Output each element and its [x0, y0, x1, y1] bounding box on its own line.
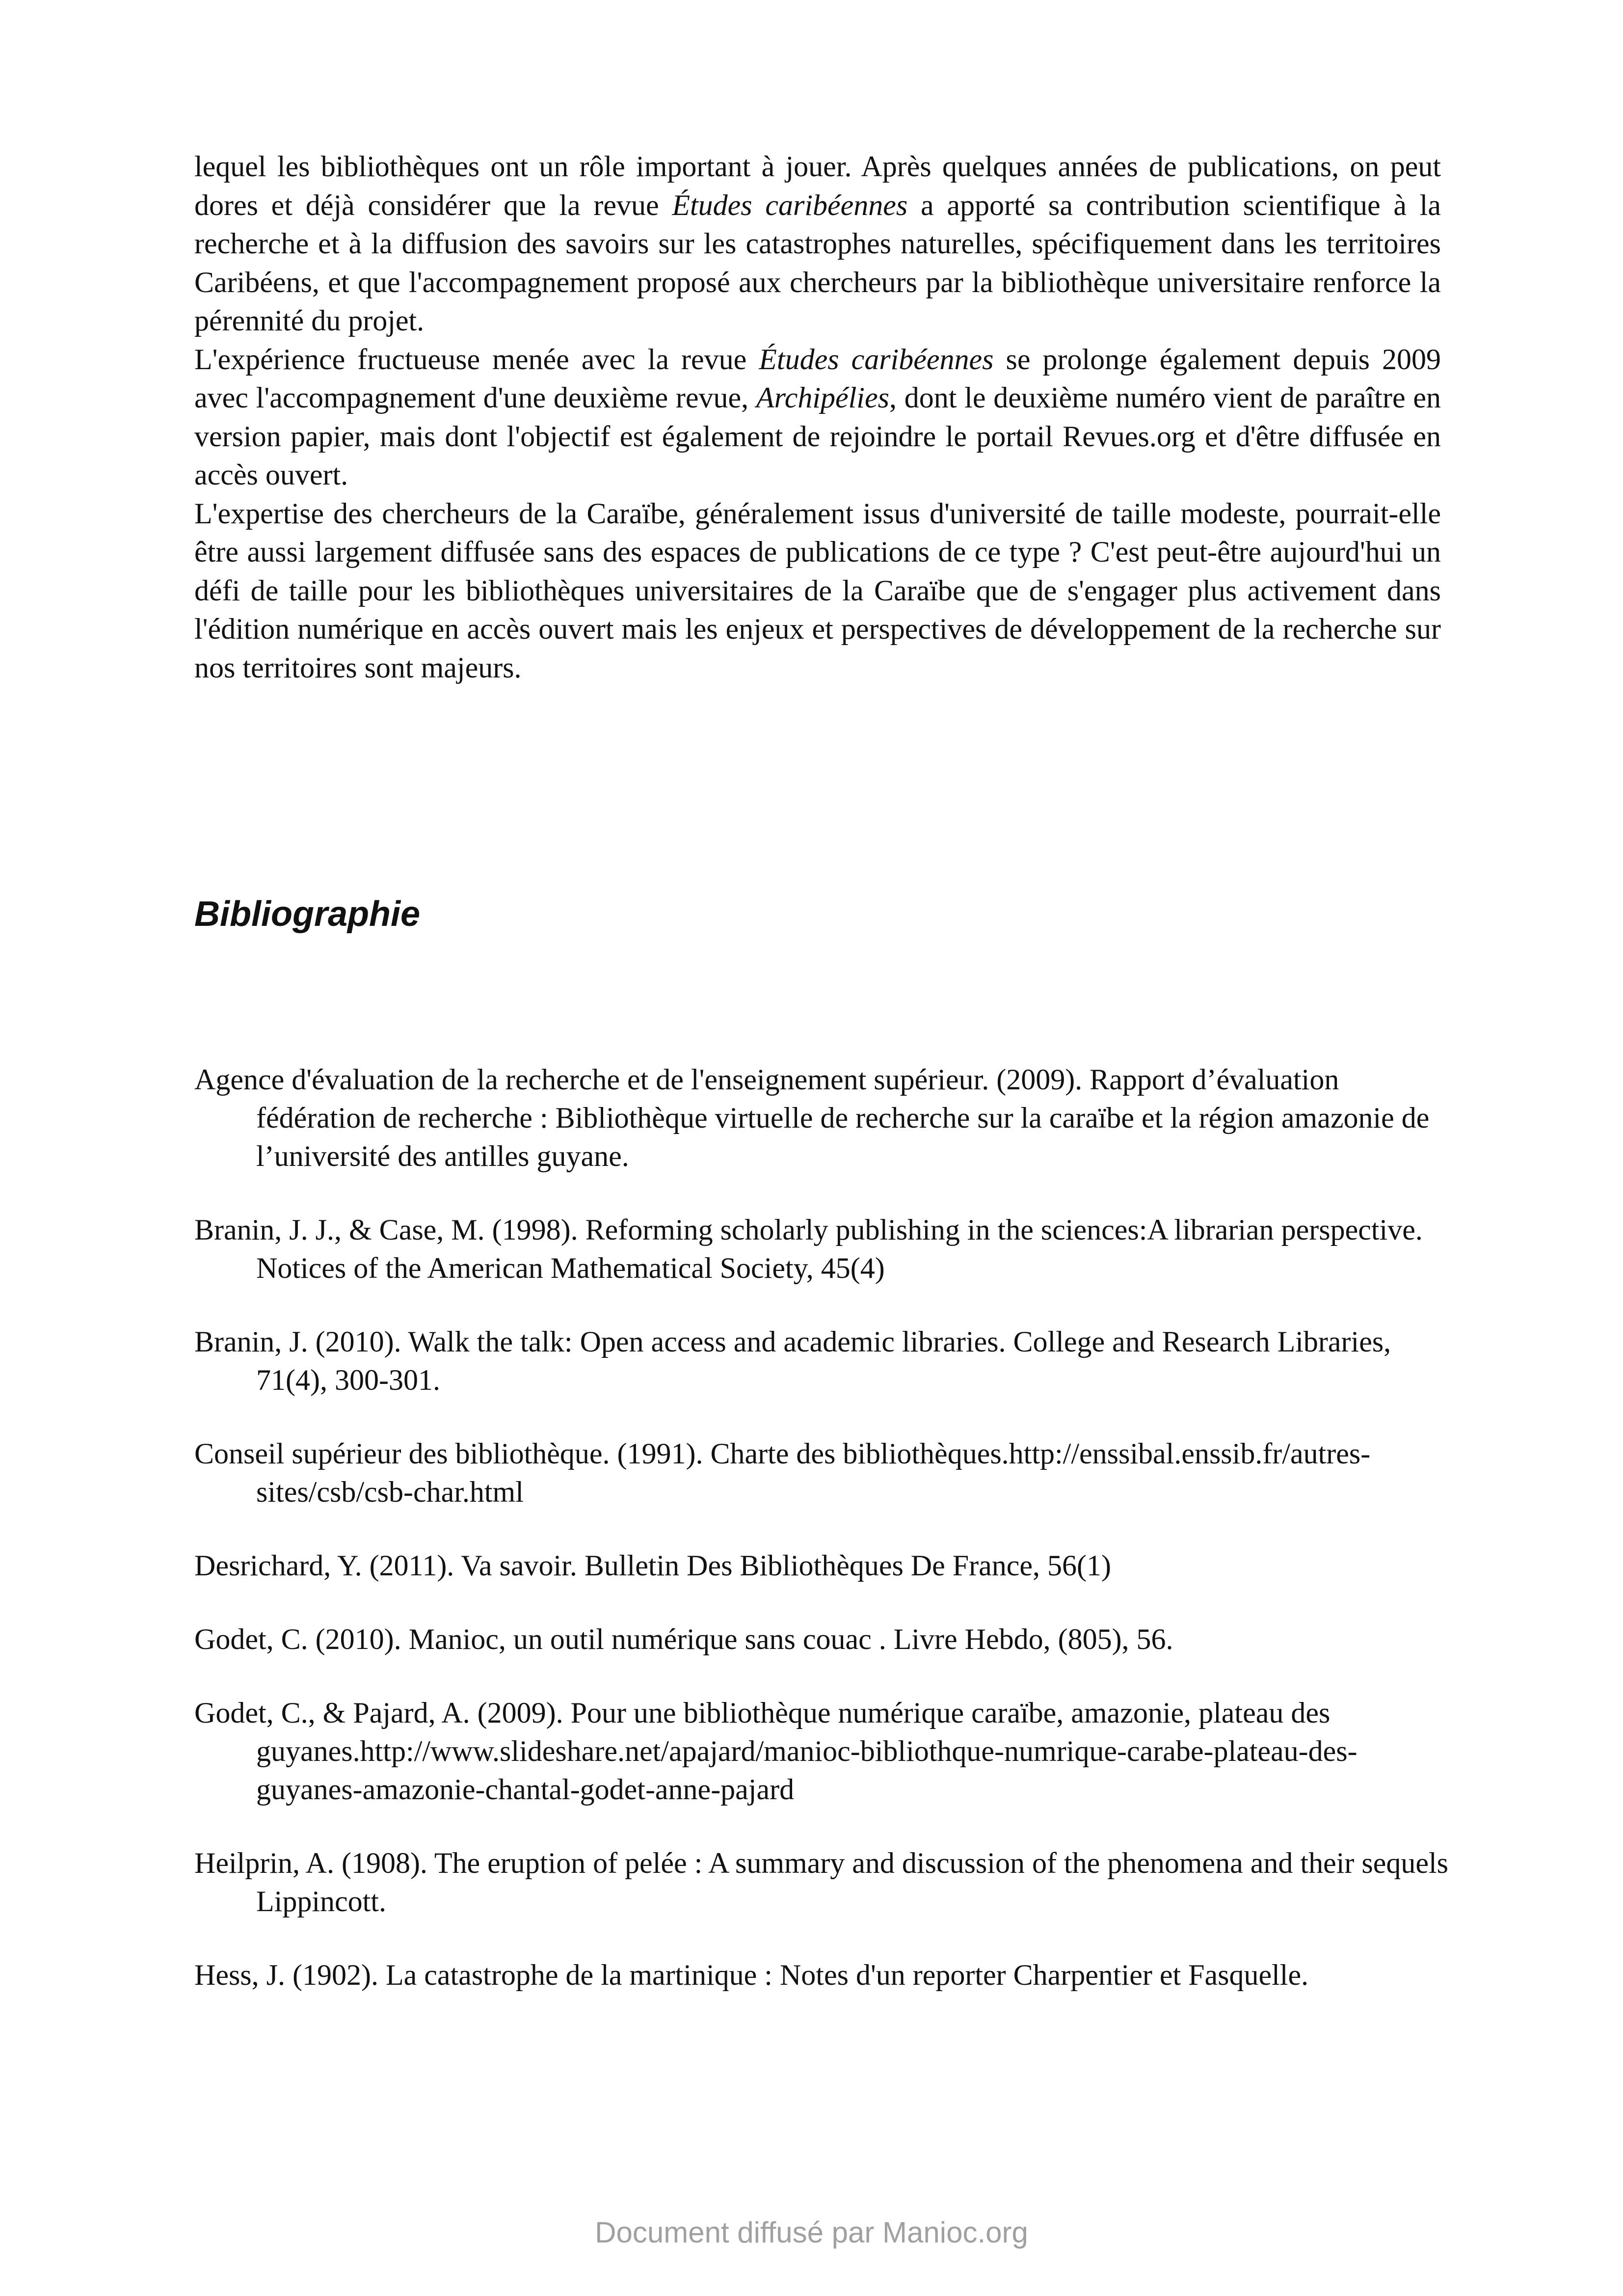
- bibliography-entry: Desrichard, Y. (2011). Va savoir. Bulletin Des Bibliothèques De France, 56(1): [194, 1549, 1111, 1582]
- footer-credit: Document diffusé par Manioc.org: [595, 2216, 1028, 2249]
- bibliography-entry: Heilprin, A. (1908). The eruption of pelée : A summary and discussion of the phenomena and their sequels Lippincott.: [194, 1847, 1449, 1918]
- body-text: [194, 147, 1441, 687]
- paragraph-2: L'expérience fructueuse menée avec la revue Études caribéennes se prolonge également depuis 2009 avec l'accompagnement d'une deuxième revue, Archipélies, dont le deuxième numéro vient de paraître en version papier, mais dont l'objectif est également de rejoindre le portail Revues.org et d'être diffusée en accès ouvert.: [194, 343, 1441, 491]
- paragraph-3: L'expertise des chercheurs de la Caraïbe, généralement issus d'université de taille modeste, pourrait-elle être aussi largement diffusée sans des espaces de publications de ce type ? C'est peut-être aujourd'hui un défi de taille pour les bibliothèques universitaires de la Caraïbe que de s'engager plus activement dans l'édition numérique en accès ouvert mais les enjeux et perspectives de développement de la recherche sur nos territoires sont majeurs.: [194, 497, 1441, 684]
- bibliography-entry: Branin, J. (2010). Walk the talk: Open access and academic libraries. College and Research Libraries, 71(4), 300-301.: [194, 1325, 1391, 1396]
- bibliography-entry: Conseil supérieur des bibliothèque. (1991). Charte des bibliothèques.http://enssibal.enssib.fr/autres-sites/csb/csb-char.html: [194, 1437, 1371, 1508]
- bibliography-entry: Hess, J. (1902). La catastrophe de la martinique : Notes d'un reporter Charpentier et Fasquelle.: [194, 1959, 1309, 1991]
- journal-title-etudes-caribeennes: Études caribéennes: [759, 343, 994, 376]
- bibliography-entry: Godet, C., & Pajard, A. (2009). Pour une bibliothèque numérique caraïbe, amazonie, plateau des guyanes.http://www.slideshare.net/apajard/manioc-bibliothque-numrique-carabe-plateau-des-guyanes-amazonie-chantal-godet-anne-pajard: [194, 1697, 1357, 1806]
- bibliography-entry: Branin, J. J., & Case, M. (1998). Reforming scholarly publishing in the sciences:A librarian perspective. Notices of the American Mathematical Society, 45(4): [194, 1214, 1423, 1284]
- bibliography-list: [194, 1060, 1451, 1994]
- section-heading-bibliography: Bibliographie: [194, 894, 421, 934]
- bibliography-entry: Agence d'évaluation de la recherche et de l'enseignement supérieur. (2009). Rapport d’évaluation fédération de recherche : Bibliothèque virtuelle de recherche sur la caraïbe et la région amazonie de l’université des antilles guyane.: [194, 1063, 1430, 1172]
- journal-title-etudes-caribeennes: Études caribéennes: [672, 189, 908, 221]
- bibliography-entry: Godet, C. (2010). Manioc, un outil numérique sans couac . Livre Hebdo, (805), 56.: [194, 1623, 1173, 1655]
- journal-title-archipelies: Archipélies: [756, 381, 889, 414]
- paragraph-1: lequel les bibliothèques ont un rôle important à jouer. Après quelques années de publications, on peut dores et déjà considérer que la revue Études caribéennes a apporté sa contribution scientifique à la recherche et à la diffusion des savoirs sur les catastrophes naturelles, spécifiquement dans les territoires Caribéens, et que l'accompagnement proposé aux chercheurs par la bibliothèque universitaire renforce la pérennité du projet.: [194, 150, 1441, 337]
